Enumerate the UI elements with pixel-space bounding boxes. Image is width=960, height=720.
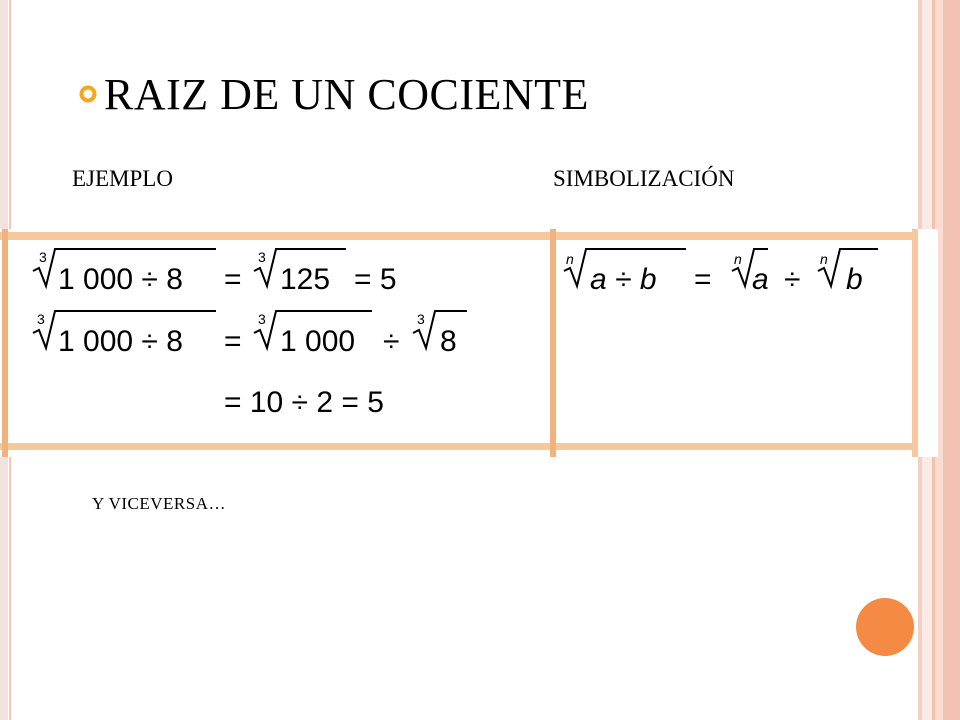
- root-index: n: [734, 251, 742, 267]
- division-sign: ÷: [784, 263, 801, 296]
- root-index: 3: [258, 249, 266, 265]
- division-sign: ÷: [383, 325, 400, 358]
- result: = 5: [354, 263, 397, 296]
- root-index: 3: [39, 249, 47, 265]
- equals-sign: =: [694, 263, 712, 296]
- math-table: [0, 229, 938, 457]
- slide-title-row: [78, 66, 589, 122]
- radicand: 1 000 ÷ 8: [58, 325, 183, 358]
- slide-title: RAIZ DE UN COCIENTE: [104, 69, 589, 119]
- root-index: 3: [37, 311, 45, 327]
- radicand: a ÷ b: [590, 263, 657, 296]
- root-index: n: [566, 251, 574, 267]
- radicand: a: [752, 263, 769, 296]
- radicand: 125: [280, 263, 331, 296]
- radicand: 8: [440, 325, 457, 358]
- radicand: b: [846, 263, 863, 296]
- footer-note: Y VICEVERSA…: [92, 494, 226, 513]
- radicand: 1 000 ÷ 8: [58, 263, 183, 296]
- orange-ring-bullet-icon: [78, 84, 98, 104]
- simbolizacion-heading: SIMBOLIZACIÓN: [553, 166, 735, 191]
- root-index: 3: [417, 311, 425, 327]
- root-index: n: [820, 251, 828, 267]
- equals-sign: =: [224, 263, 242, 296]
- equals-sign: =: [224, 325, 242, 358]
- right-frame-stripe: [943, 0, 960, 720]
- result-line: = 10 ÷ 2 = 5: [224, 386, 384, 419]
- root-index: 3: [258, 311, 266, 327]
- ejemplo-heading: EJEMPLO: [72, 166, 173, 191]
- radicand: 1 000: [280, 325, 356, 358]
- orange-circle-decoration: [856, 598, 914, 656]
